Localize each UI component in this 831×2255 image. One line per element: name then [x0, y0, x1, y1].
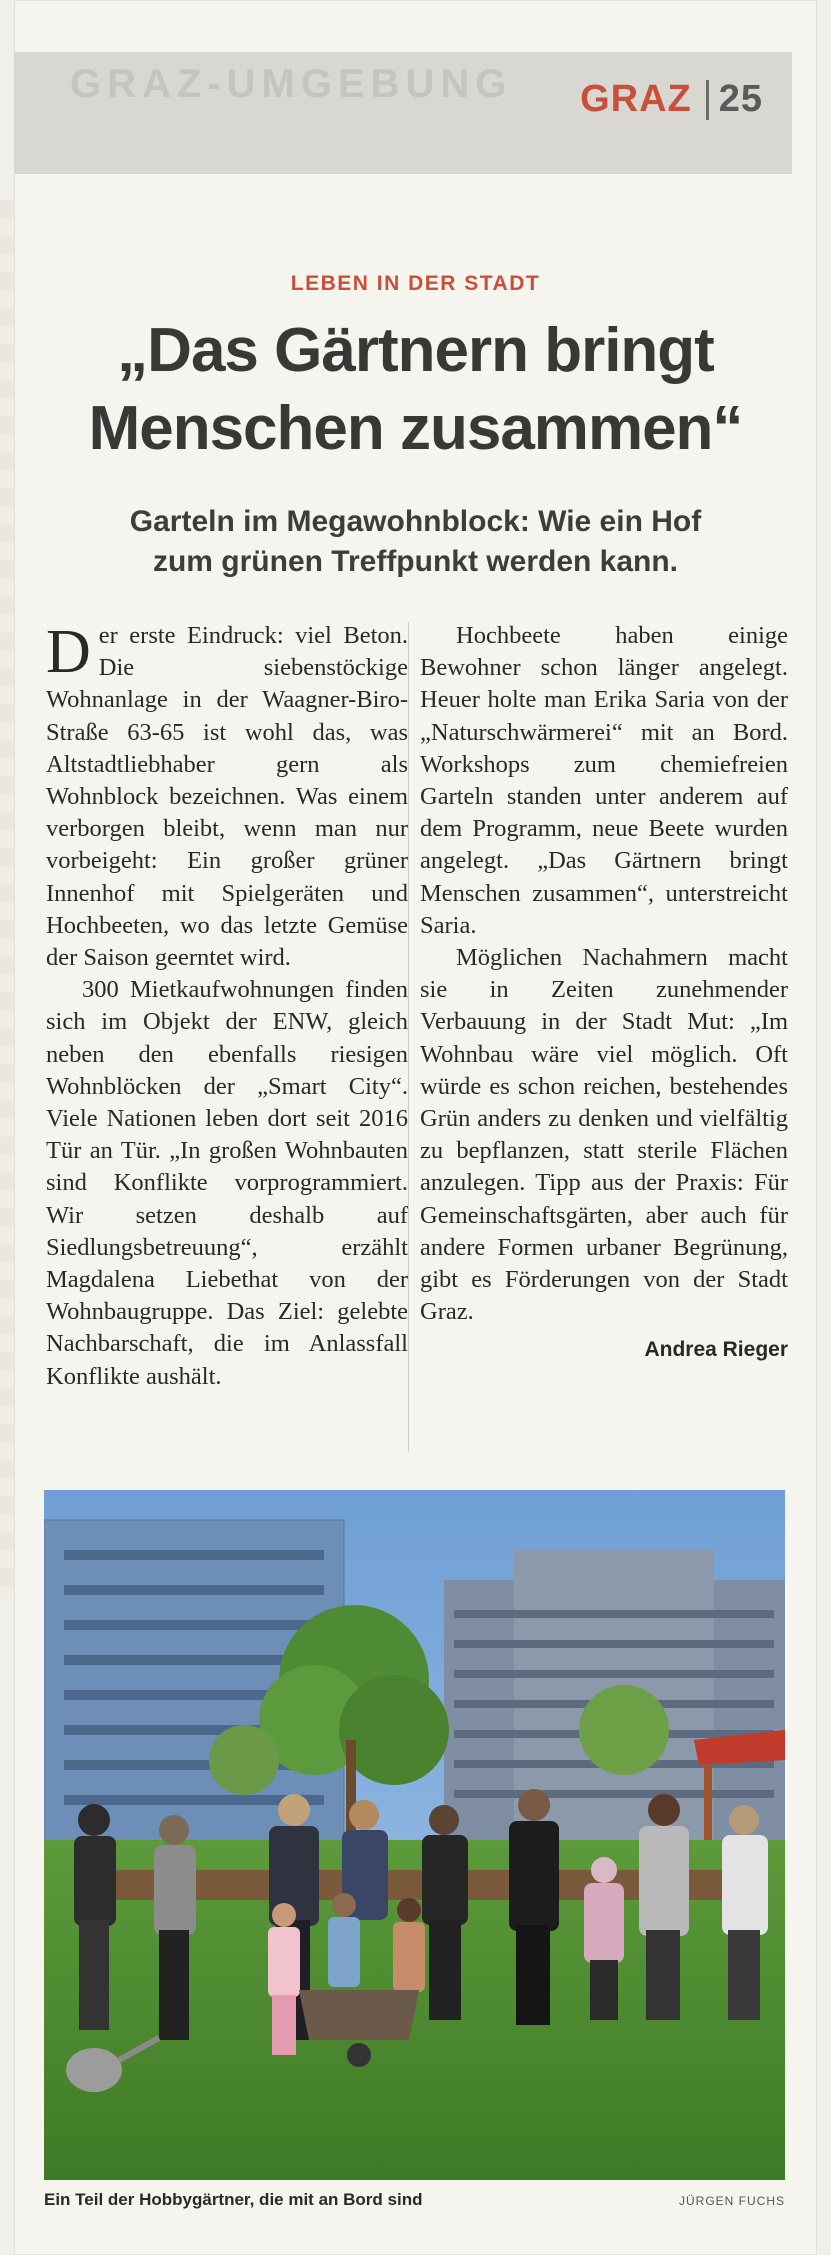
page-number: 25 [718, 78, 763, 120]
subhead-line-2: zum grünen Treffpunkt werden kann. [152, 545, 679, 578]
garden-group-photo [44, 1490, 785, 2180]
article-photo [44, 1490, 785, 2180]
adjacent-page-bleed [0, 200, 14, 1600]
photo-credit: JÜRGEN FUCHS [678, 2194, 785, 2208]
paragraph-1-text: er erste Eindruck: viel Beton. Die siebenstöckige Wohnanlage in der Waagner-Biro-Straße 63-65 ist wohl das, was Altstadtliebhaber gern als Wohnblock bezeichnen. Was einem verborgen bleibt, wenn man nur vorbeigeht: Ein großer grüner Innenhof mit Spielgeräten und Hochbeeten, wo das letzte Gemüse der Saison geerntet wird. [46, 622, 408, 972]
paragraph-1 [46, 620, 408, 974]
article-subhead [60, 502, 771, 582]
article-headline [40, 312, 791, 468]
photo-caption-row [44, 2190, 785, 2210]
column-divider [408, 622, 409, 1452]
article-column-right [420, 620, 788, 1367]
section-header [580, 78, 763, 121]
paragraph-2: 300 Mietkaufwohnungen finden sich im Objekt der ENW, gleich neben den ebenfalls riesigen Wohnblöcken der „Smart City“. Viele Nationen leben dort seit 2016 Tür an Tür. „In großen Wohnbauten sind Konflikte vorprogrammiert. Wir setzen deshalb auf Siedlungsbetreuung“, erzählt Magdalena Liebethat von der Wohnbaugruppe. Das Ziel: gelebte Nachbarschaft, die im Anlassfall Konflikte aushält. [46, 976, 408, 1390]
article-column-left [46, 620, 408, 1393]
header-divider [706, 80, 709, 120]
subhead-line-1: Garteln im Megawohnblock: Wie ein Hof [129, 505, 702, 538]
photo-caption: Ein Teil der Hobbygärtner, die mit an Bord sind [44, 2190, 423, 2209]
headline-line-2: Menschen zusammen“ [88, 394, 743, 463]
paragraph-4: Möglichen Nachahmern macht sie in Zeiten zunehmender Verbauung in der Stadt Mut: „Im Wohnbau wäre viel möglich. Oft würde es schon reichen, bestehendes Grün anders zu denken und vielfältig zu bepflanzen, statt sterile Flächen anzulegen. Tipp aus der Praxis: Für Gemeinschaftsgärten, aber auch für andere Formen urbaner Begrünung, gibt es Förderungen von der Stadt Graz. [420, 944, 788, 1326]
author-byline: Andrea Rieger [644, 1338, 788, 1362]
headline-line-1: „Das Gärtnern bringt [117, 316, 714, 385]
paragraph-3: Hochbeete haben einige Bewohner schon länger angelegt. Heuer holte man Erika Saria von der „Naturschwärmerei“ mit an Bord. Workshops zum chemiefreien Garteln standen unter anderem auf dem Programm, neue Beete wurden angelegt. „Das Gärtnern bringt Menschen zusammen“, unterstreicht Saria. [420, 622, 788, 939]
article-kicker: LEBEN IN DER STADT [290, 272, 541, 295]
faded-section-title: GRAZ-UMGEBUNG [70, 62, 513, 106]
drop-cap: D [46, 618, 91, 686]
section-name: GRAZ [580, 78, 692, 120]
